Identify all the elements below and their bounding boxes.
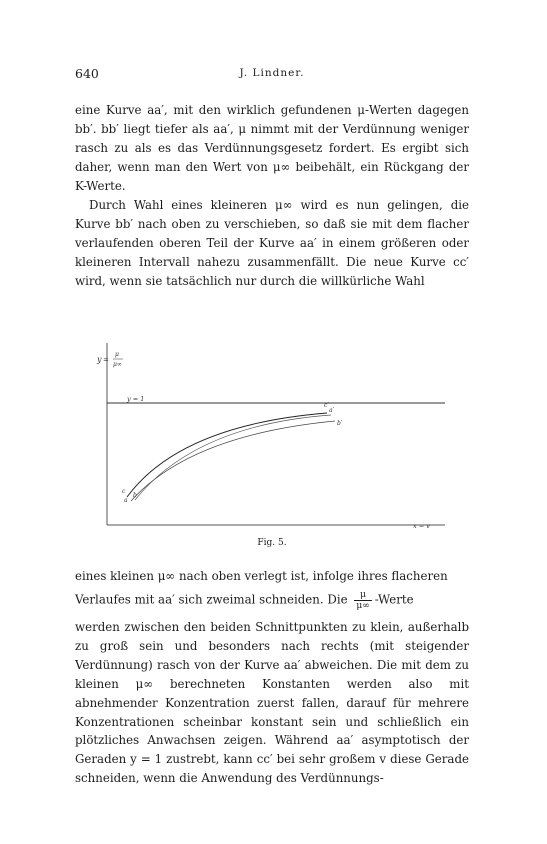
y-axis-label-den: μ∞ (113, 361, 122, 368)
paragraph-3-line-2-after: -Werte (374, 592, 414, 607)
curve-label-c: c (122, 488, 126, 495)
y-axis-label-eq: = (103, 356, 109, 364)
x-axis-label: x = v (413, 522, 430, 530)
figure-caption: Fig. 5. (257, 538, 287, 548)
y-axis-label (96, 351, 123, 368)
curve-label-b-prime: b′ (337, 420, 343, 427)
fraction-numerator: μ (354, 590, 371, 601)
running-head: J. Lindner. (239, 67, 305, 79)
curve-bb (131, 421, 335, 501)
curve-label-a-prime: a′ (329, 407, 334, 414)
figure-5 (95, 335, 455, 557)
page-number: 640 (75, 66, 99, 81)
page-header (75, 66, 469, 82)
figure-5-diagram (95, 335, 455, 557)
fraction-denominator: μ∞ (356, 601, 370, 611)
paragraph-3-line-2 (75, 590, 469, 611)
asymptote-label: y = 1 (127, 395, 145, 403)
curve-label-b: b (133, 492, 137, 499)
paragraph-3-rest: werden zwischen den beiden Schnittpunkten zu klein, außerhalb zu groß sein und besonders nach rechts (mit steigender Verdünnung) rasch von der Kurve aa′ abweichen. Die mit dem zu kleinen μ∞ berechneten Konstanten werden also mit abnehmender Konzentration zuerst fallen, darauf für mehrere Konzentrationen scheinbar konstant sein und schließlich ein plötzliches Anwachsen zeigen. Während aa′ asymptotisch der Geraden y = 1 zustrebt, kann cc′ bei sehr großem v diese Gerade schneiden, wenn die Anwendung des Verdünnungs- (75, 620, 469, 786)
curve-label-c-prime: c′ (324, 402, 329, 409)
paragraph-3-line-1: eines kleinen μ∞ nach oben verlegt ist, infolge ihres flacheren (75, 569, 448, 583)
paragraph-2: Durch Wahl eines kleineren μ∞ wird es nun gelingen, die Kurve bb′ nach oben zu verschieben, so daß sie mit dem flacher verlaufenden oberen Teil der Kurve aa′ in einem größeren oder kleineren Intervall nahezu zusammenfällt. Die neue Kurve cc′ wird, wenn sie tatsächlich nur durch die willkürliche Wahl (75, 198, 469, 288)
y-axis-label-num: μ (115, 351, 119, 358)
paragraph-3-line-2-before: Verlaufes mit aa′ sich zweimal schneiden. Die (75, 592, 348, 607)
curve-label-a: a (124, 497, 128, 504)
mu-ratio-fraction (354, 590, 371, 611)
paragraph-1: eine Kurve aa′, mit den wirklich gefundenen μ-Werten dagegen bb′. bb′ liegt tiefer als aa′, μ nimmt mit der Verdünnung weniger rasch zu als es das Verdünnungsgesetz fordert. Es ergibt sich daher, wenn man den Wert von μ∞ beibehält, ein Rückgang der K-Werte. (75, 103, 469, 193)
curve-cc (135, 415, 331, 500)
y-axis-label-var: y (97, 355, 102, 364)
